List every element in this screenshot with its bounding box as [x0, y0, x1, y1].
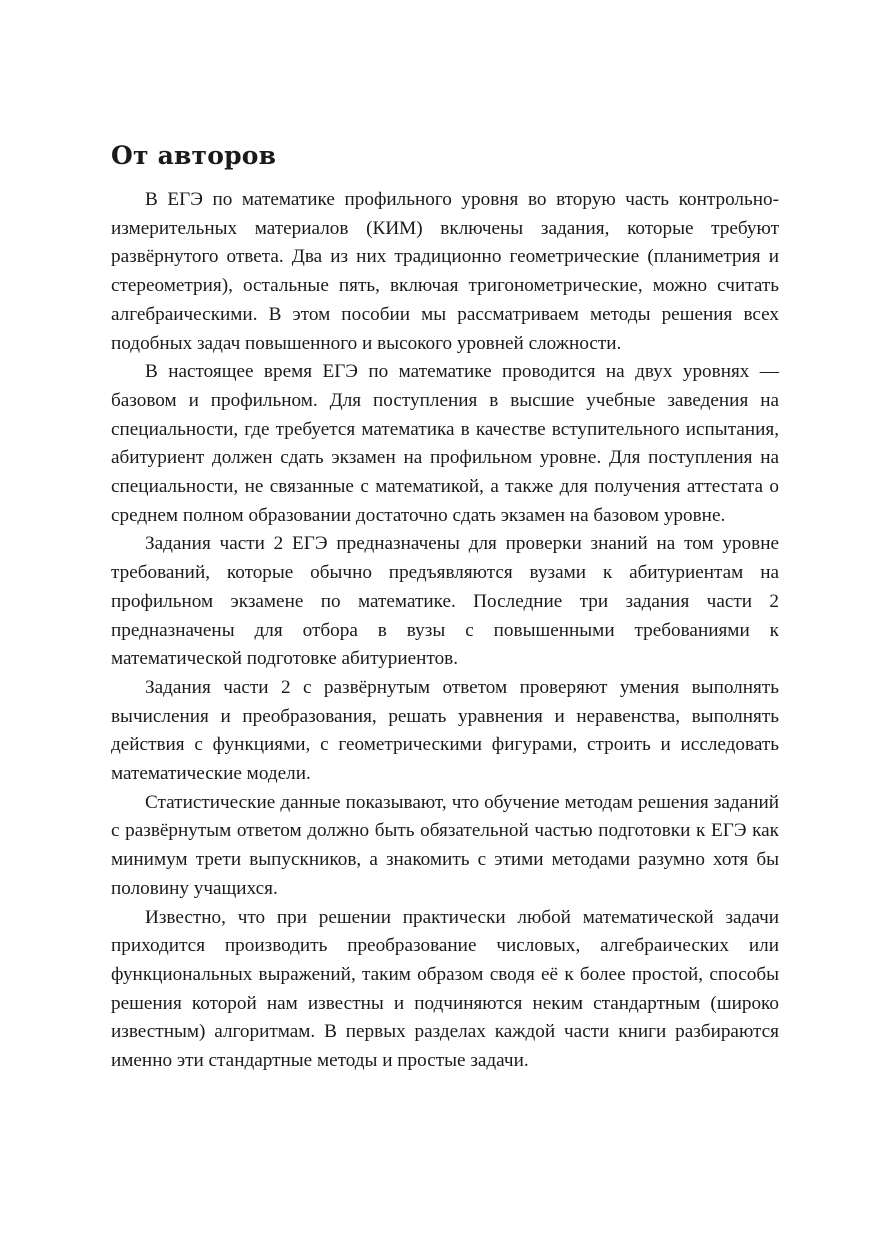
- paragraph-5: Статистические данные показывают, что обучение методам решения заданий с развёрнутым ответом должно быть обязательной частью подготовки к ЕГЭ как минимум трети выпускников, а знакомить с этими методами разумно хотя бы половину учащихся.: [111, 791, 779, 899]
- paragraph-3: Задания части 2 ЕГЭ предназначены для проверки знаний на том уровне требований, которые обычно предъявляются вузами к абитуриентам на профильном экзамене по математике. Последние три задания части 2 предназначены для отбора в вузы с повышенными требованиями к математической подготовке абитуриентов.: [111, 533, 779, 670]
- paragraph-1: В ЕГЭ по математике профильного уровня во вторую часть контрольно-измерительных материалов (КИМ) включены задания, которые требуют развёрнутого ответа. Два из них традиционно геометрические (планиметрия и стереометрия), остальные пять, включая тригонометрические, можно считать алгебраическими. В этом пособии мы рассматриваем методы решения всех подобных задач повышенного и высокого уровней сложности.: [111, 189, 779, 354]
- page-content: [111, 138, 779, 1076]
- paragraph-2: В настоящее время ЕГЭ по математике проводится на двух уровнях — базовом и профильном. Для поступления в высшие учебные заведения на специальности, где требуется математика в качестве вступительного испытания, абитуриент должен сдать экзамен на профильном уровне. Для поступления на специальности, не связанные с математикой, а также для получения аттестата о среднем полном образовании достаточно сдать экзамен на базовом уровне.: [111, 361, 779, 526]
- page-title: От авторов: [111, 141, 277, 170]
- paragraph-4: Задания части 2 с развёрнутым ответом проверяют умения выполнять вычисления и преобразования, решать уравнения и неравенства, выполнять действия с функциями, с геометрическими фигурами, строить и исследовать математические модели.: [111, 676, 779, 785]
- paragraph-6: Известно, что при решении практически любой математической задачи приходится производить преобразование числовых, алгебраических или функциональных выражений, таким образом сводя её к более простой, способы решения которой нам известны и подчиняются неким стандартным (широко известным) алгоритмам. В первых разделах каждой части книги разбираются именно эти стандартные методы и простые задачи.: [111, 906, 779, 1072]
